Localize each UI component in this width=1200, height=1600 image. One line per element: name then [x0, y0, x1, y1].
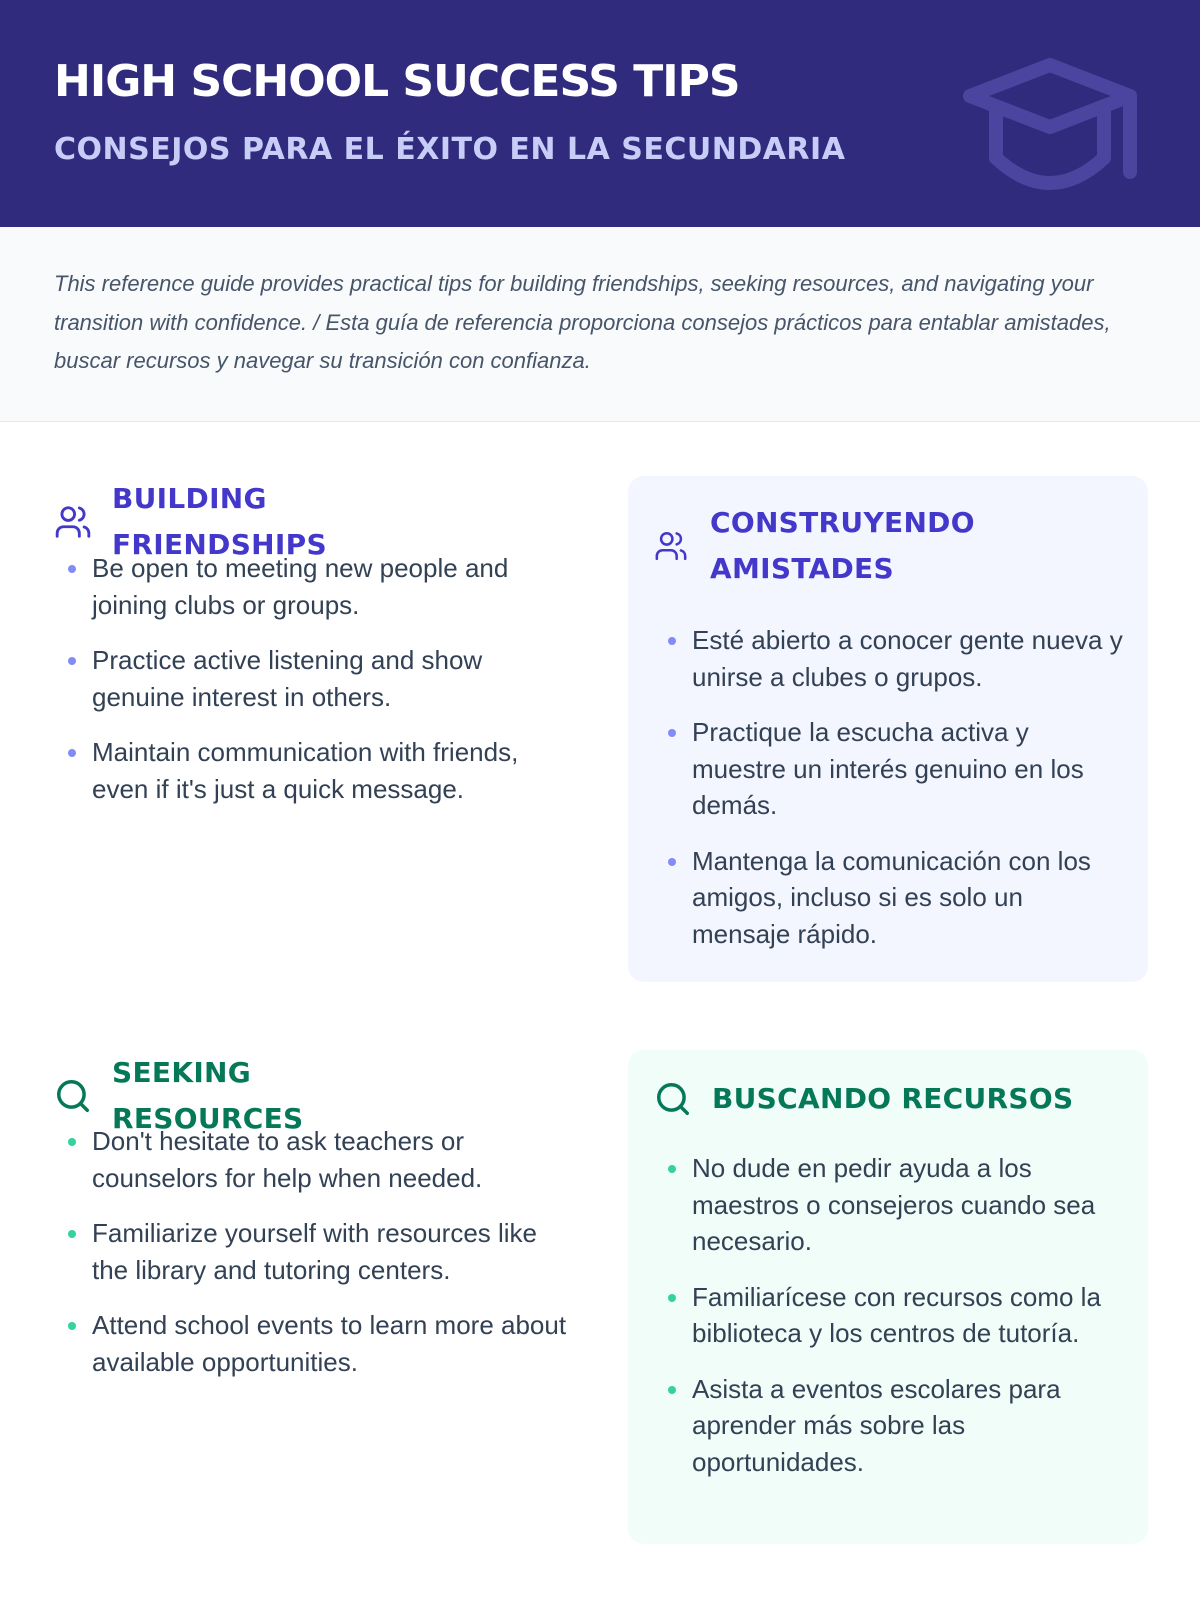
list-item: Familiarícese con recursos como la biblioteca y los centros de tutoría.	[654, 1279, 1124, 1352]
card-construyendo-amistades	[628, 476, 1148, 982]
list-item: Practice active listening and show genuine interest in others.	[54, 642, 574, 715]
list-item: Don't hesitate to ask teachers or counselors for help when needed.	[54, 1123, 574, 1196]
tips-list	[54, 1123, 574, 1399]
list-item: Familiarize yourself with resources like the library and tutoring centers.	[54, 1215, 574, 1288]
search-icon	[54, 1077, 92, 1115]
list-item: Practique la escucha activa y muestre un interés genuino en los demás.	[654, 714, 1124, 824]
search-icon	[654, 1080, 692, 1118]
intro-panel	[0, 227, 1200, 422]
page-subtitle: CONSEJOS PARA EL ÉXITO EN LA SECUNDARIA	[54, 132, 846, 167]
section-title: CONSTRUYENDO AMISTADES	[710, 506, 975, 585]
users-icon	[654, 529, 688, 563]
section-title: BUSCANDO RECURSOS	[712, 1082, 1074, 1115]
section-title: SEEKING RESOURCES	[112, 1056, 304, 1135]
tips-list	[654, 1150, 1124, 1499]
intro-text: This reference guide provides practical tips for building friendships, seeking resources, and navigating your transition with confidence. / Esta guía de referencia proporciona consejos prácticos para entablar amistades, buscar recursos y navegar su transición con confianza.	[54, 271, 1111, 373]
list-item: Be open to meeting new people and joining clubs or groups.	[54, 550, 574, 623]
page-title: HIGH SCHOOL SUCCESS TIPS	[54, 56, 740, 107]
section-title: BUILDING FRIENDSHIPS	[112, 482, 327, 561]
header-banner	[0, 0, 1200, 227]
users-icon	[54, 503, 92, 541]
list-item: No dude en pedir ayuda a los maestros o consejeros cuando sea necesario.	[654, 1150, 1124, 1260]
tips-list	[654, 622, 1124, 971]
list-item: Asista a eventos escolares para aprender más sobre las oportunidades.	[654, 1371, 1124, 1481]
list-item: Attend school events to learn more about available opportunities.	[54, 1307, 574, 1380]
list-item: Maintain communication with friends, even if it's just a quick message.	[54, 734, 574, 807]
card-buscando-recursos	[628, 1050, 1148, 1544]
tips-list	[54, 550, 574, 826]
list-item: Mantenga la comunicación con los amigos, incluso si es solo un mensaje rápido.	[654, 843, 1124, 953]
graduation-cap-icon	[960, 52, 1182, 222]
list-item: Esté abierto a conocer gente nueva y unirse a clubes o grupos.	[654, 622, 1124, 695]
